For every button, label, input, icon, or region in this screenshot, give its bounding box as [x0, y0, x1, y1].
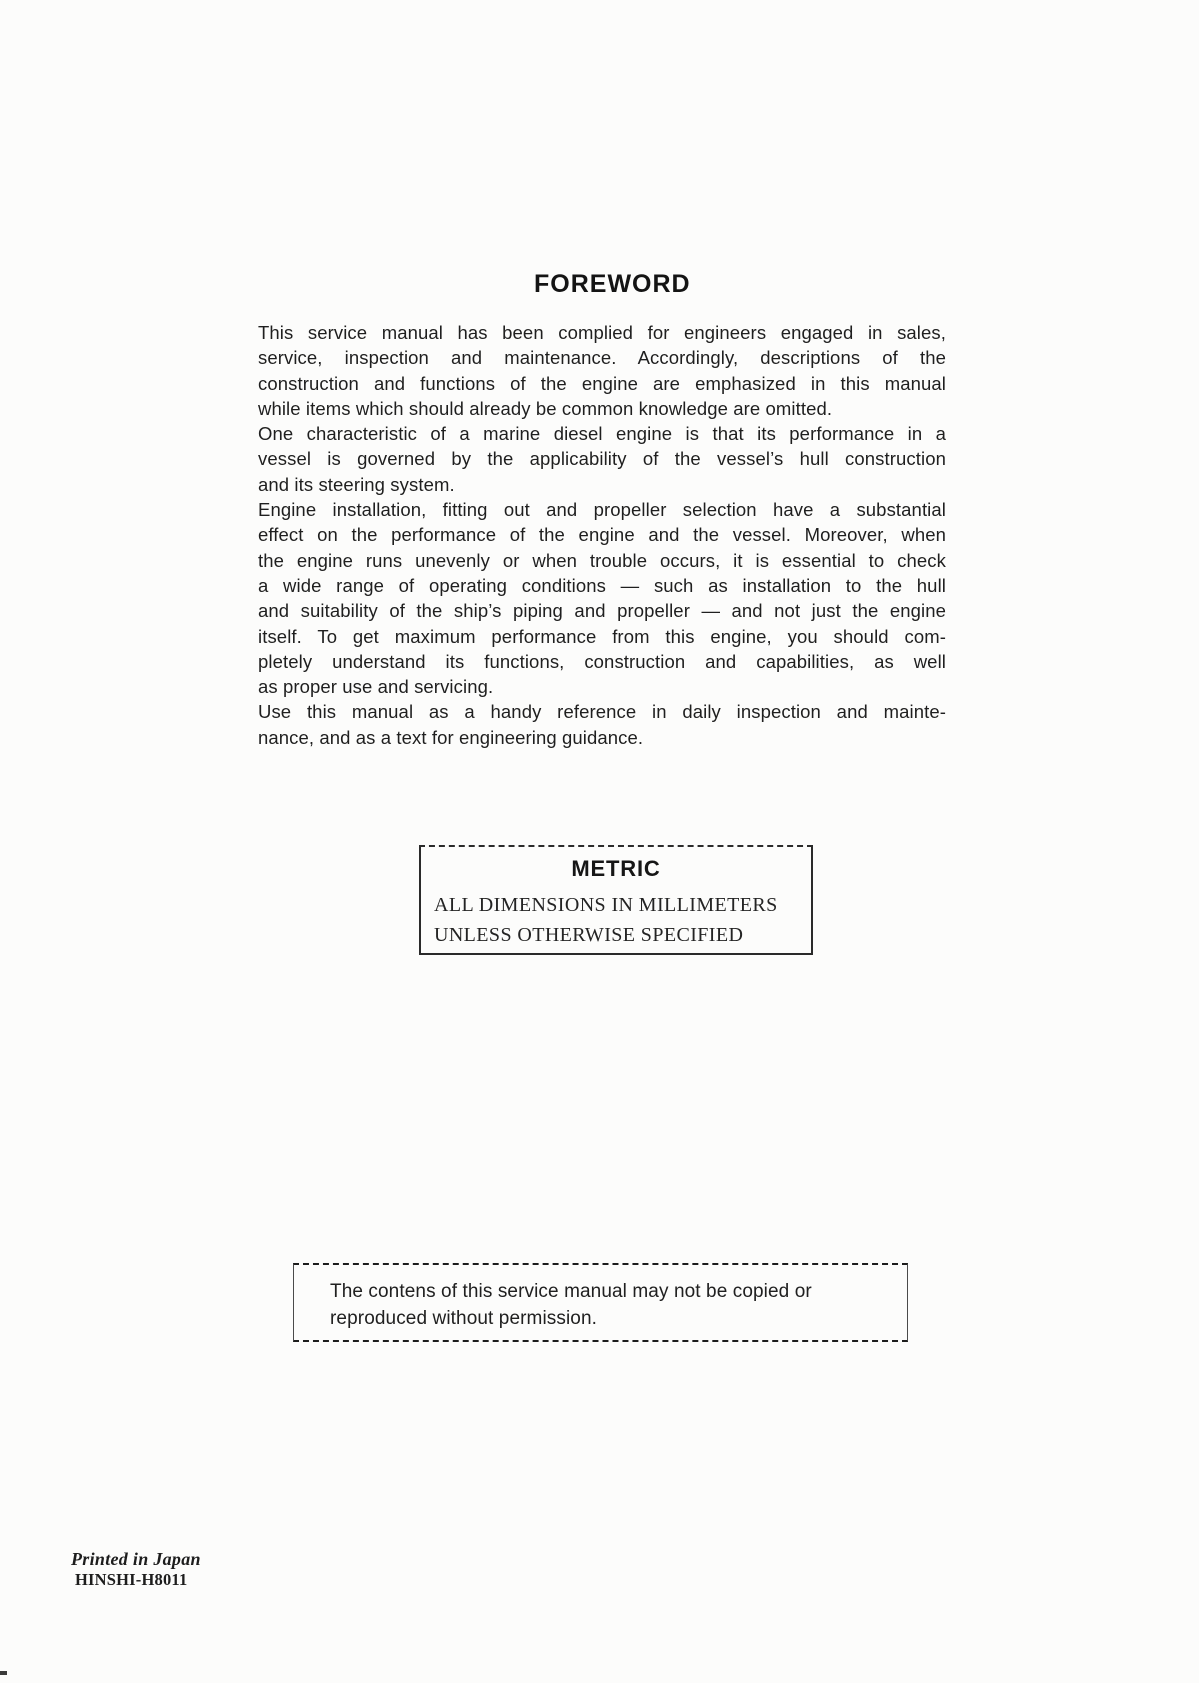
copyright-notice-box	[293, 1263, 908, 1342]
foreword-line: nance, and as a text for engineering guidance.	[258, 726, 644, 748]
foreword-line: pletely understand its functions, construction and capabilities, as well	[258, 650, 946, 672]
metric-box	[419, 845, 813, 955]
foreword-line: service, inspection and maintenance. Accordingly, descriptions of the	[258, 347, 946, 369]
foreword-line: This service manual has been complied for engineers engaged in sales,	[258, 322, 946, 343]
copyright-notice-line-2: reproduced without permission.	[330, 1308, 598, 1329]
foreword-line: Use this manual as a handy reference in daily inspection and mainte-	[258, 701, 946, 723]
metric-box-line-2: UNLESS OTHERWISE SPECIFIED	[434, 924, 744, 946]
metric-box-title: METRIC	[571, 856, 661, 881]
page-title: FOREWORD	[534, 270, 691, 298]
copyright-notice-line-1: The contens of this service manual may not be copied or	[330, 1281, 812, 1302]
foreword-line: construction and functions of the engine are emphasized in this manual	[258, 372, 946, 394]
scan-artifact-mark	[0, 1671, 7, 1675]
printed-in-japan-label: Printed in Japan	[71, 1549, 201, 1569]
foreword-line: a wide range of operating conditions — such as installation to the hull	[258, 574, 946, 596]
foreword-line: effect on the performance of the engine and the vessel. Moreover, when	[258, 524, 946, 546]
foreword-line: and its steering system.	[258, 473, 455, 495]
foreword-line: itself. To get maximum performance from this engine, you should com-	[258, 625, 946, 647]
foreword-line: while items which should already be common knowledge are omitted.	[258, 397, 833, 419]
foreword-line: and suitability of the ship’s piping and propeller — and not just the engine	[258, 600, 946, 622]
foreword-line: as proper use and servicing.	[258, 676, 494, 698]
metric-box-line-1: ALL DIMENSIONS IN MILLIMETERS	[434, 894, 778, 916]
foreword-line: Engine installation, fitting out and propeller selection have a substantial	[258, 499, 946, 521]
foreword-body-text	[258, 320, 946, 750]
print-code-label: HINSHI-H8011	[75, 1570, 188, 1589]
foreword-line: One characteristic of a marine diesel engine is that its performance in a	[258, 423, 946, 445]
foreword-line: the engine runs unevenly or when trouble occurs, it is essential to check	[258, 549, 946, 571]
foreword-line: vessel is governed by the applicability of the vessel’s hull construction	[258, 448, 946, 470]
